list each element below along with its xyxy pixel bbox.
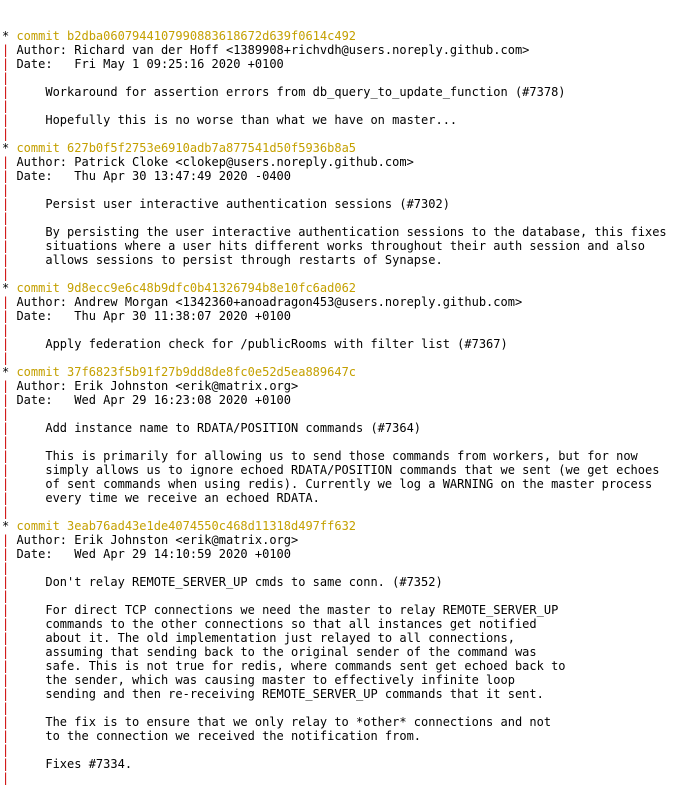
- graph-star-icon: *: [2, 141, 17, 155]
- message-line: [2, 715, 692, 729]
- graph-spacer-line: [2, 407, 692, 421]
- message-text: This is primarily for allowing us to send those commands from workers, but for now: [45, 449, 638, 463]
- graph-pipe-icon: |: [2, 113, 17, 127]
- graph-pipe-icon: |: [2, 463, 17, 477]
- message-text: commands to the other connections so that all instances get notified: [45, 617, 537, 631]
- author-label: Author:: [16, 295, 75, 309]
- graph-pipe-icon: |: [2, 323, 10, 337]
- graph-pipe-icon: |: [2, 533, 17, 547]
- graph-pipe-icon: |: [2, 239, 17, 253]
- commit-label: commit: [16, 281, 68, 295]
- graph-pipe-icon: |: [2, 309, 17, 323]
- graph-pipe-icon: |: [2, 71, 10, 85]
- message-text: By persisting the user interactive authentication sessions to the database, this fixes: [45, 225, 667, 239]
- graph-pipe-icon: |: [2, 617, 17, 631]
- commit-label: commit: [16, 141, 68, 155]
- message-text: to the connection we received the notification from.: [45, 729, 422, 743]
- graph-pipe-icon: |: [2, 491, 17, 505]
- commit-header-line: [2, 141, 692, 155]
- date-line: [2, 393, 692, 407]
- date-label: Date:: [16, 57, 75, 71]
- graph-spacer-line: [2, 505, 692, 519]
- graph-star-icon: *: [2, 29, 17, 43]
- author-value: Erik Johnston <erik@matrix.org>: [74, 379, 299, 393]
- author-value: Andrew Morgan <1342360+anoadragon453@users.noreply.github.com>: [74, 295, 523, 309]
- graph-pipe-icon: |: [2, 729, 17, 743]
- message-text: sending and then re-receiving REMOTE_SERVER_UP commands that it sent.: [45, 687, 544, 701]
- message-line: [2, 603, 692, 617]
- message-text: Fixes #7334.: [45, 757, 133, 771]
- graph-pipe-icon: |: [2, 211, 10, 225]
- date-label: Date:: [16, 309, 75, 323]
- graph-pipe-icon: |: [2, 631, 17, 645]
- message-text: situations where a user hits different works throughout their auth session and also: [45, 239, 645, 253]
- graph-pipe-icon: |: [2, 673, 17, 687]
- graph-pipe-icon: |: [2, 715, 17, 729]
- message-text: safe. This is not true for redis, where commands sent get echoed back to: [45, 659, 566, 673]
- graph-pipe-icon: |: [2, 57, 17, 71]
- author-value: Richard van der Hoff <1389908+richvdh@users.noreply.github.com>: [74, 43, 530, 57]
- commit-hash: 3eab76ad43e1de4074550c468d11318d497ff632: [67, 519, 357, 533]
- message-line: [2, 197, 692, 211]
- message-line: [2, 337, 692, 351]
- graph-pipe-icon: |: [2, 449, 17, 463]
- git-log-output: [2, 29, 692, 785]
- graph-spacer-line: [2, 267, 692, 281]
- graph-pipe-icon: |: [2, 505, 10, 519]
- graph-pipe-icon: |: [2, 743, 10, 757]
- graph-pipe-icon: |: [2, 547, 17, 561]
- graph-spacer-line: [2, 211, 692, 225]
- commit-header-line: [2, 519, 692, 533]
- graph-spacer-line: [2, 71, 692, 85]
- message-line: [2, 239, 692, 253]
- commit-hash: 37f6823f5b91f27b9dd8de8fc0e52d5ea889647c: [67, 365, 357, 379]
- graph-pipe-icon: |: [2, 477, 17, 491]
- date-line: [2, 57, 692, 71]
- graph-spacer-line: [2, 351, 692, 365]
- graph-pipe-icon: |: [2, 659, 17, 673]
- message-line: [2, 617, 692, 631]
- message-line: [2, 757, 692, 771]
- graph-pipe-icon: |: [2, 253, 17, 267]
- graph-pipe-icon: |: [2, 155, 17, 169]
- message-text: For direct TCP connections we need the master to relay REMOTE_SERVER_UP: [45, 603, 559, 617]
- author-label: Author:: [16, 379, 75, 393]
- graph-pipe-icon: |: [2, 757, 17, 771]
- graph-pipe-icon: |: [2, 267, 10, 281]
- graph-pipe-icon: |: [2, 421, 17, 435]
- message-line: [2, 449, 692, 463]
- message-text: simply allows us to ignore echoed RDATA/POSITION commands that we sent (we get echoes: [45, 463, 660, 477]
- graph-spacer-line: [2, 561, 692, 575]
- graph-pipe-icon: |: [2, 351, 10, 365]
- message-text: assuming that sending back to the original sender of the command was: [45, 645, 537, 659]
- date-line: [2, 169, 692, 183]
- date-value: Fri May 1 09:25:16 2020 +0100: [74, 57, 284, 71]
- graph-spacer-line: [2, 183, 692, 197]
- graph-star-icon: *: [2, 365, 17, 379]
- graph-pipe-icon: |: [2, 85, 17, 99]
- graph-spacer-line: [2, 701, 692, 715]
- message-line: [2, 575, 692, 589]
- author-value: Patrick Cloke <clokep@users.noreply.github.com>: [74, 155, 414, 169]
- message-line: [2, 253, 692, 267]
- commit-hash: 9d8ecc9e6c48b9dfc0b41326794b8e10fc6ad062: [67, 281, 357, 295]
- graph-pipe-icon: |: [2, 701, 10, 715]
- graph-spacer-line: [2, 323, 692, 337]
- graph-pipe-icon: |: [2, 127, 10, 141]
- graph-spacer-line: [2, 589, 692, 603]
- date-value: Wed Apr 29 14:10:59 2020 +0100: [74, 547, 291, 561]
- commit-hash: 627b0f5f2753e6910adb7a877541d50f5936b8a5: [67, 141, 357, 155]
- graph-pipe-icon: |: [2, 603, 17, 617]
- message-line: [2, 421, 692, 435]
- graph-pipe-icon: |: [2, 687, 17, 701]
- graph-spacer-line: [2, 435, 692, 449]
- message-text: The fix is to ensure that we only relay to *other* connections and not: [45, 715, 552, 729]
- message-line: [2, 113, 692, 127]
- commit-label: commit: [16, 519, 68, 533]
- commit-label: commit: [16, 365, 68, 379]
- message-line: [2, 491, 692, 505]
- graph-pipe-icon: |: [2, 407, 10, 421]
- graph-pipe-icon: |: [2, 645, 17, 659]
- commit-header-line: [2, 29, 692, 43]
- graph-pipe-icon: |: [2, 561, 10, 575]
- author-label: Author:: [16, 533, 75, 547]
- graph-star-icon: *: [2, 281, 17, 295]
- graph-pipe-icon: |: [2, 99, 10, 113]
- graph-pipe-icon: |: [2, 771, 10, 785]
- message-line: [2, 687, 692, 701]
- graph-pipe-icon: |: [2, 295, 17, 309]
- graph-pipe-icon: |: [2, 169, 17, 183]
- graph-pipe-icon: |: [2, 379, 17, 393]
- message-text: of sent commands when using redis). Currently we log a WARNING on the master process: [45, 477, 653, 491]
- graph-pipe-icon: |: [2, 393, 17, 407]
- author-value: Erik Johnston <erik@matrix.org>: [74, 533, 299, 547]
- graph-pipe-icon: |: [2, 435, 10, 449]
- message-text: Workaround for assertion errors from db_query_to_update_function (#7378): [45, 85, 566, 99]
- graph-pipe-icon: |: [2, 183, 10, 197]
- date-value: Thu Apr 30 11:38:07 2020 +0100: [74, 309, 291, 323]
- message-text: Don't relay REMOTE_SERVER_UP cmds to same conn. (#7352): [45, 575, 443, 589]
- message-line: [2, 673, 692, 687]
- date-label: Date:: [16, 393, 75, 407]
- message-text: Add instance name to RDATA/POSITION commands (#7364): [45, 421, 422, 435]
- author-label: Author:: [16, 43, 75, 57]
- date-label: Date:: [16, 169, 75, 183]
- graph-pipe-icon: |: [2, 225, 17, 239]
- author-line: [2, 155, 692, 169]
- date-line: [2, 547, 692, 561]
- message-line: [2, 659, 692, 673]
- message-line: [2, 225, 692, 239]
- graph-spacer-line: [2, 99, 692, 113]
- message-text: about it. The old implementation just relayed to all connections,: [45, 631, 515, 645]
- graph-spacer-line: [2, 771, 692, 785]
- date-line: [2, 309, 692, 323]
- author-label: Author:: [16, 155, 75, 169]
- date-value: Wed Apr 29 16:23:08 2020 +0100: [74, 393, 291, 407]
- date-label: Date:: [16, 547, 75, 561]
- graph-spacer-line: [2, 743, 692, 757]
- graph-pipe-icon: |: [2, 197, 17, 211]
- commit-header-line: [2, 365, 692, 379]
- author-line: [2, 43, 692, 57]
- message-line: [2, 645, 692, 659]
- message-line: [2, 729, 692, 743]
- author-line: [2, 295, 692, 309]
- commit-header-line: [2, 281, 692, 295]
- message-text: Persist user interactive authentication sessions (#7302): [45, 197, 450, 211]
- graph-star-icon: *: [2, 519, 17, 533]
- message-text: every time we receive an echoed RDATA.: [45, 491, 320, 505]
- message-text: Hopefully this is no worse than what we have on master...: [45, 113, 458, 127]
- message-line: [2, 477, 692, 491]
- author-line: [2, 533, 692, 547]
- graph-pipe-icon: |: [2, 575, 17, 589]
- message-line: [2, 631, 692, 645]
- message-line: [2, 463, 692, 477]
- commit-hash: b2dba0607944107990883618672d639f0614c492: [67, 29, 357, 43]
- author-line: [2, 379, 692, 393]
- graph-spacer-line: [2, 127, 692, 141]
- commit-label: commit: [16, 29, 68, 43]
- graph-pipe-icon: |: [2, 43, 17, 57]
- date-value: Thu Apr 30 13:47:49 2020 -0400: [74, 169, 291, 183]
- message-text: the sender, which was causing master to effectively infinite loop: [45, 673, 515, 687]
- message-text: allows sessions to persist through restarts of Synapse.: [45, 253, 443, 267]
- message-line: [2, 85, 692, 99]
- graph-pipe-icon: |: [2, 337, 17, 351]
- graph-pipe-icon: |: [2, 589, 10, 603]
- message-text: Apply federation check for /publicRooms with filter list (#7367): [45, 337, 508, 351]
